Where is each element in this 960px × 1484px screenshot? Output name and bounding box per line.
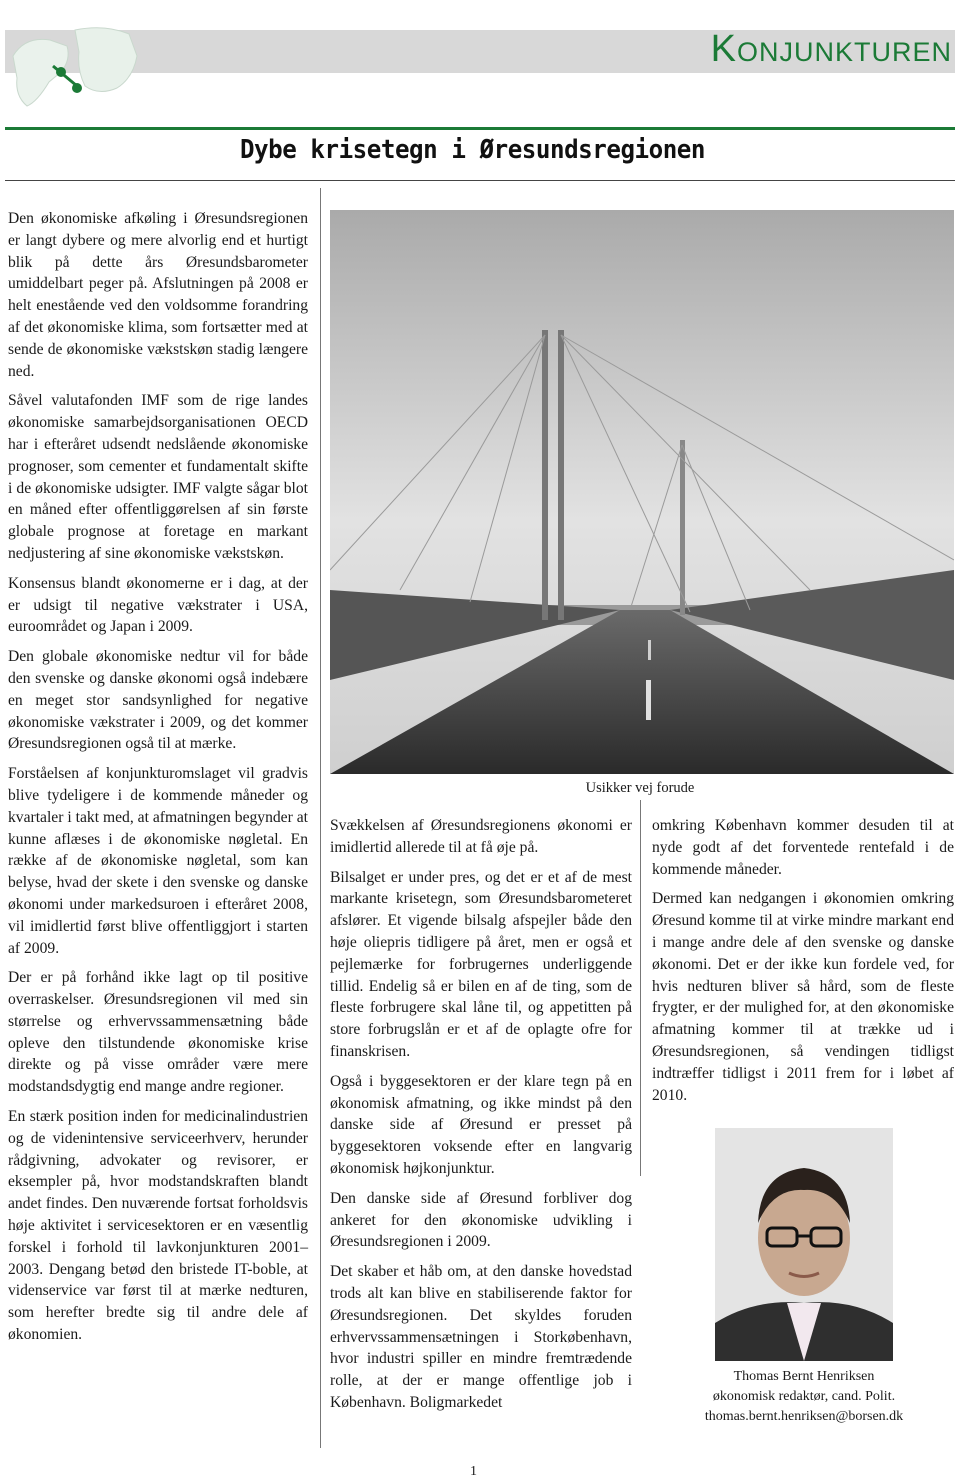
column-divider-left bbox=[320, 188, 321, 1448]
paragraph: Det skaber et håb om, at den danske hovedstad trods alt kan blive en stabiliserende faktor for Øresundsregionen. Det skyldes foruden erhvervssammensætningen i Storkøbenhavn, hvor industri spiller en mindre fremtrædende rolle, at der er mange offentlige job i København. Boligmarkedet bbox=[330, 1263, 632, 1411]
paragraph: En stærk position inden for medicinalindustrien og de videnintensive serviceerhverv, herunder rådgivning, advokater og revisorer, er eksempler på, hvor modstandskraften blandt andet findes. Den nuværende fortsat forholdsvis høje aktivitet i servicesektoren er en væsentlig forskel i forhold til lavkonjunkturen 2001–2003. Dengang betød den bristede IT-boble, at videnservice var først til at mærke nedturen, som herefter bredte sig til andre dele af økonomien. bbox=[8, 1108, 308, 1344]
bridge-photo bbox=[330, 210, 954, 774]
article-column-right bbox=[652, 815, 954, 1114]
page-number: 1 bbox=[470, 1464, 477, 1479]
paragraph: Forståelsen af konjunkturomslaget vil gradvis blive tydeligere i de kommende måneder og kvartaler i takt med, at afmatningen begynder at kunne aflæses i de økonomiske nøgletal. En række af de økonomiske nøgletal, som kan belyse, hvad der skete i den svenske og danske økonomi under markedsuroen i efteråret 2008, vil imidlertid først blive offentliggjort i starten af 2009. bbox=[8, 765, 308, 957]
paragraph: Såvel valutafonden IMF som de rige landes økonomiske samarbejdsorganisationen OECD har i efteråret udsendt nedslående økonomiske prognoser, som cementer et fundamentalt skifte i de økonomiske udsigter. IMF valgte sågar blot en måned efter offentliggørelsen af sin første globale prognose at foretage en markant nedjustering af sine økonomiske vækstskøn. bbox=[8, 392, 308, 562]
author-email: thomas.bernt.henriksen@borsen.dk bbox=[704, 1409, 904, 1424]
paragraph: Den økonomiske afkøling i Øresundsregionen er langt dybere og mere alvorlig end et hurtigt blik på dette års Øresundsbarometer umiddelbart peger på. Afslutningen på 2008 er helt enestående ved den voldsomme forandring af det økonomiske klima, som fortsætter med at sende de økonomiske vækstskøn stadig længere ned. bbox=[8, 210, 308, 380]
author-credit bbox=[680, 1367, 928, 1427]
paragraph: Den danske side af Øresund forbliver dog ankeret for den økonomiske udvikling i Øresundsregionen i 2009. bbox=[330, 1189, 632, 1251]
article-headline: Dybe krisetegn i Øresundsregionen bbox=[239, 135, 706, 165]
paragraph: Også i byggesektoren er der klare tegn på en økonomisk afmatning, og ikke mindst på den danske side af Øresund er presset på byggesektoren voksende efter en langvarig økonomisk højkonjunktur. bbox=[330, 1072, 632, 1177]
headline-rule bbox=[5, 180, 955, 181]
paragraph: omkring København kommer desuden til at nyde godt af det forventede rentefald i de kommende måneder. bbox=[652, 817, 954, 878]
paragraph: Svækkelsen af Øresundsregionens økonomi er imidlertid allerede til at få øje på. bbox=[330, 817, 632, 856]
author-title: økonomisk redaktør, cand. Polit. bbox=[712, 1389, 896, 1404]
paragraph: Der er på forhånd ikke lagt op til positive overraskelser. Øresundsregionen vil med sin størrelse og erhvervssammensætning både opleve den tilstundende økonomiske krise direkte og på visse områder være mere modstandsdygtig end mange andre regioner. bbox=[8, 969, 308, 1096]
article-column-middle bbox=[330, 815, 632, 1422]
paragraph: Dermed kan nedgangen i økonomien omkring Øresund komme til at virke mindre markant end i mange andre dele af den svenske og danske økonomi. Det er der ikke kun fordele ved, for hvis nedturen bliver så hård, som de fleste frygter, er der mulighed for, at den økonomiske afmatning kommer til at trække ud i Øresundsregionen, så vendingen tidligst indtræffer tidligst i 2011 frem for i løbet af 2010. bbox=[652, 890, 954, 1104]
section-title: Konjunkturen bbox=[710, 28, 952, 70]
header-rule bbox=[5, 127, 955, 130]
paragraph: Konsensus blandt økonomerne er i dag, at der er udsigt til negative vækstrater i USA, euroområdet og Japan i 2009. bbox=[8, 574, 308, 636]
photo-caption: Usikker vej forude bbox=[585, 780, 695, 796]
article-column-left bbox=[8, 208, 308, 1354]
column-divider-right bbox=[640, 800, 641, 1176]
author-portrait bbox=[715, 1128, 893, 1361]
oresund-map-logo bbox=[5, 16, 145, 116]
paragraph: Den globale økonomiske nedtur vil for både den svenske og danske økonomi også indebære en meget stor sandsynlighed for negative økonomiske vækstrater i 2009, og det kommer Øresundsregionen også til at mærke. bbox=[8, 648, 308, 753]
author-name: Thomas Bernt Henriksen bbox=[733, 1369, 875, 1384]
paragraph: Bilsalget er under pres, og det er et af de mest markante krisetegn, som Øresundsbarometeret afslører. Et vigende bilsalg afspejler både den høje oliepris tidligere på året, men er også et pejlemærke for forbrugernes underliggende tillid. Endelig så er bilen en af de ting, som de fleste forbrugere skal låne til, og appetitten på store forbrugslån er et af de oplagte ofre for finanskrisen. bbox=[330, 868, 632, 1060]
